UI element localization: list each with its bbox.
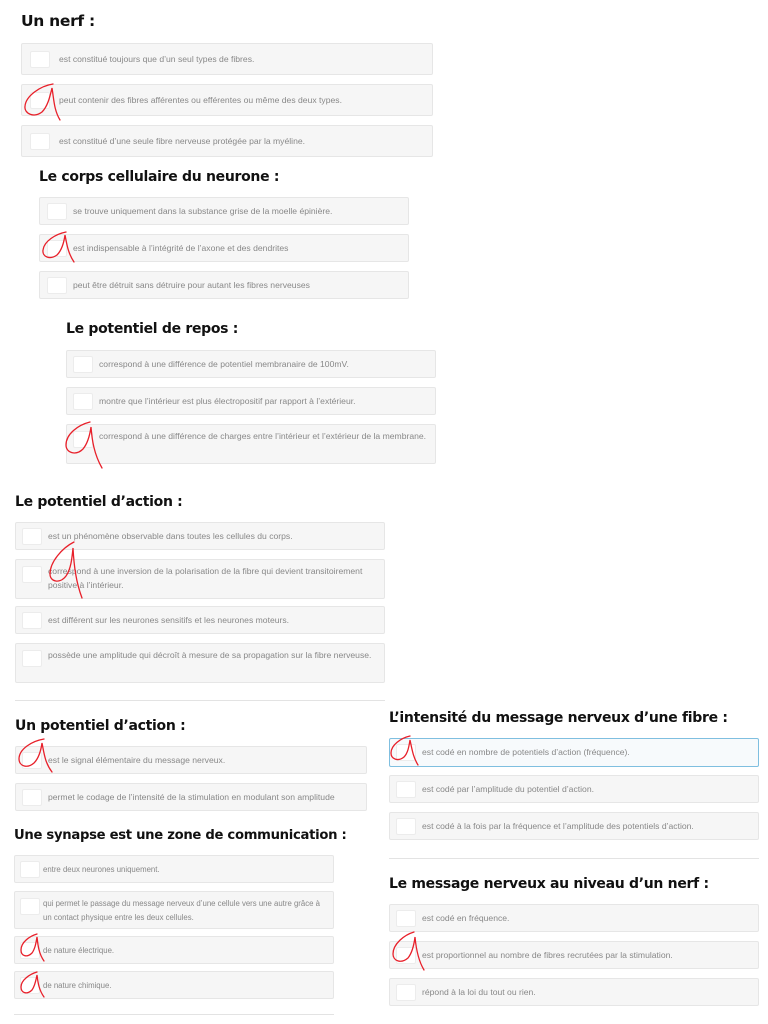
- answer-checkbox[interactable]: [30, 51, 50, 68]
- answer-checkbox[interactable]: [22, 612, 42, 629]
- answer-option[interactable]: [21, 125, 433, 157]
- question-title-intensite: L’intensité du message nerveux d’une fibre :: [389, 710, 728, 726]
- answer-text: répond à la loi du tout ou rien.: [422, 987, 536, 997]
- answer-checkbox[interactable]: [73, 431, 93, 448]
- answer-checkbox[interactable]: [47, 203, 67, 220]
- answer-checkbox[interactable]: [20, 861, 40, 878]
- answer-checkbox[interactable]: [396, 910, 416, 927]
- answer-text: peut être détruit sans détruire pour autant les fibres nerveuses: [73, 280, 310, 290]
- answer-option[interactable]: [15, 559, 385, 599]
- question-title-potentiel-action: Le potentiel d’action :: [15, 494, 183, 510]
- answer-text: se trouve uniquement dans la substance grise de la moelle épinière.: [73, 206, 333, 216]
- answer-text: est codé en nombre de potentiels d’action (fréquence).: [422, 747, 630, 757]
- answer-checkbox[interactable]: [30, 92, 50, 109]
- answer-option[interactable]: [21, 84, 433, 116]
- answer-option[interactable]: [21, 43, 433, 75]
- answer-checkbox[interactable]: [22, 650, 42, 667]
- answer-option[interactable]: [14, 971, 334, 999]
- divider: [15, 700, 385, 701]
- answer-text: montre que l’intérieur est plus électropositif par rapport à l’extérieur.: [99, 396, 356, 406]
- answer-text: peut contenir des fibres afférentes ou efférentes ou même des deux types.: [59, 95, 342, 105]
- answer-checkbox[interactable]: [396, 744, 416, 761]
- answer-text: permet le codage de l’intensité de la stimulation en modulant son amplitude: [48, 792, 335, 802]
- answer-text: est constitué toujours que d’un seul types de fibres.: [59, 54, 255, 64]
- question-title-un-potentiel-action: Un potentiel d’action :: [15, 718, 186, 734]
- answer-checkbox[interactable]: [22, 528, 42, 545]
- answer-checkbox[interactable]: [396, 984, 416, 1001]
- answer-option[interactable]: [14, 936, 334, 964]
- divider: [389, 858, 759, 859]
- answer-text: de nature électrique.: [43, 946, 115, 955]
- question-title-message-nerf: Le message nerveux au niveau d’un nerf :: [389, 876, 709, 892]
- answer-option[interactable]: [389, 941, 759, 969]
- answer-option[interactable]: [66, 387, 436, 415]
- answer-option[interactable]: [15, 643, 385, 683]
- answer-text: entre deux neurones uniquement.: [43, 865, 160, 874]
- answer-checkbox[interactable]: [20, 942, 40, 959]
- answer-checkbox[interactable]: [20, 977, 40, 994]
- answer-text: est constitué d’une seule fibre nerveuse protégée par la myéline.: [59, 136, 306, 146]
- answer-checkbox[interactable]: [22, 752, 42, 769]
- answer-text: correspond à une différence de potentiel membranaire de 100mV.: [99, 359, 349, 369]
- answer-text: correspond à une différence de charges entre l’intérieur et l’extérieur de la membrane.: [99, 431, 427, 441]
- answer-checkbox[interactable]: [73, 393, 93, 410]
- answer-checkbox[interactable]: [396, 818, 416, 835]
- answer-checkbox[interactable]: [47, 277, 67, 294]
- answer-option[interactable]: [39, 197, 409, 225]
- answer-option[interactable]: [39, 234, 409, 262]
- answer-text: est différent sur les neurones sensitifs et les neurones moteurs.: [48, 615, 290, 625]
- answer-option[interactable]: [389, 904, 759, 932]
- answer-option[interactable]: [66, 350, 436, 378]
- answer-text: possède une amplitude qui décroît à mesure de sa propagation sur la fibre nerveuse.: [48, 650, 372, 660]
- answer-option[interactable]: [389, 978, 759, 1006]
- answer-checkbox[interactable]: [73, 356, 93, 373]
- answer-text: est proportionnel au nombre de fibres recrutées par la stimulation.: [422, 950, 673, 960]
- answer-checkbox[interactable]: [396, 947, 416, 964]
- question-title-nerf: Un nerf :: [21, 12, 95, 30]
- answer-option[interactable]: [389, 775, 759, 803]
- answer-option[interactable]: [14, 855, 334, 883]
- answer-checkbox[interactable]: [396, 781, 416, 798]
- answer-text: qui permet le passage du message nerveux d’une cellule vers une autre grâce à un contact physique entre les deux cellules.: [43, 899, 320, 922]
- answer-text: est un phénomène observable dans toutes les cellules du corps.: [48, 531, 293, 541]
- answer-text: est codé en fréquence.: [422, 913, 510, 923]
- answer-checkbox[interactable]: [47, 240, 67, 257]
- divider: [14, 1014, 334, 1015]
- answer-option[interactable]: [15, 606, 385, 634]
- answer-text: est codé à la fois par la fréquence et l’amplitude des potentiels d’action.: [422, 821, 694, 831]
- answer-text: de nature chimique.: [43, 981, 112, 990]
- answer-option[interactable]: [39, 271, 409, 299]
- answer-option[interactable]: [14, 891, 334, 929]
- answer-option[interactable]: [389, 812, 759, 840]
- answer-option[interactable]: [15, 783, 367, 811]
- answer-text: est codé par l’amplitude du potentiel d’action.: [422, 784, 594, 794]
- answer-option[interactable]: [15, 522, 385, 550]
- answer-text: est indispensable à l’intégrité de l’axone et des dendrites: [73, 243, 289, 253]
- answer-checkbox[interactable]: [20, 898, 40, 915]
- answer-checkbox[interactable]: [22, 566, 42, 583]
- answer-option[interactable]: [389, 738, 759, 767]
- answer-option[interactable]: [66, 424, 436, 464]
- answer-checkbox[interactable]: [30, 133, 50, 150]
- answer-checkbox[interactable]: [22, 789, 42, 806]
- question-title-synapse: Une synapse est une zone de communication :: [14, 828, 347, 843]
- question-title-potentiel-repos: Le potentiel de repos :: [66, 321, 239, 337]
- answer-option[interactable]: [15, 746, 367, 774]
- question-title-corps-cellulaire: Le corps cellulaire du neurone :: [39, 169, 280, 185]
- answer-text: est le signal élémentaire du message nerveux.: [48, 755, 226, 765]
- answer-text: correspond à une inversion de la polarisation de la fibre qui devient transitoirement positive à l’intérieur.: [48, 566, 363, 590]
